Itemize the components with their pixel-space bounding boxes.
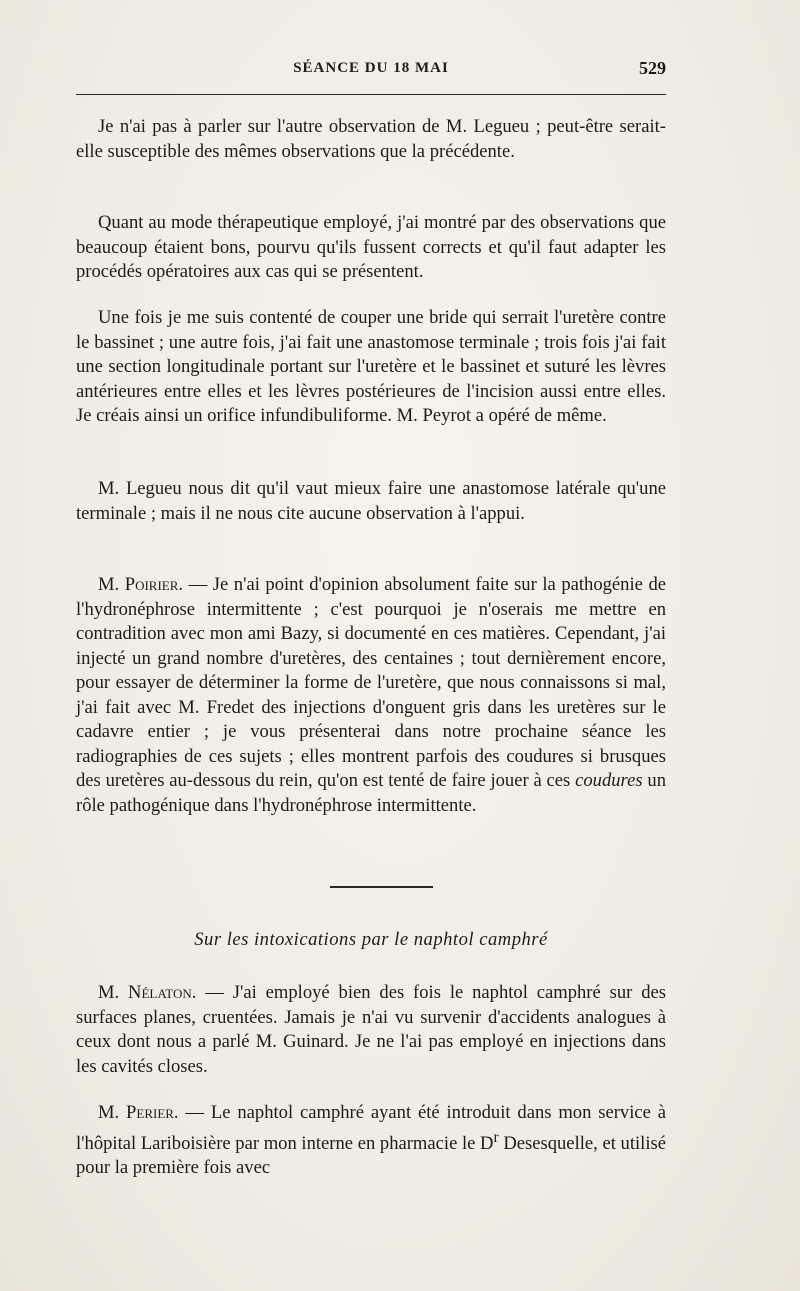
paragraph-poirier [76, 573, 666, 818]
section-divider [330, 886, 433, 888]
superscript: r [493, 1128, 499, 1146]
speech-text: — Le naphtol camphré ayant été introduit dans mon service à l'hôpital Lariboisière par mon interne en pharmacie le D [76, 1102, 667, 1154]
paragraph-text [76, 1101, 666, 1181]
paragraph-text [76, 573, 666, 818]
running-head [76, 60, 666, 77]
paragraph-text: Quant au mode thérapeutique employé, j'ai montré par des observations que beaucoup étaient bons, pourvu qu'ils fussent corrects et qu'il faut adapter les procédés opératoires aux cas qui se présentent. [76, 212, 666, 282]
header-rule [76, 94, 666, 95]
paragraph-text: M. Legueu nous dit qu'il vaut mieux faire une anastomose latérale qu'une terminale ; mais il ne nous cite aucune observation à l'appui. [76, 478, 666, 524]
speech-text: — Je n'ai point d'opinion absolument faite sur la pathogénie de l'hydronéphrose intermittente ; c'est pourquoi je n'oserais me mettre en contradition avec mon ami Bazy, si documenté en ces matières. Cependant, j'ai injecté un grand nombre d'uretères, des centaines ; tout dernièrement encore, pour essayer de déterminer la forme de l'uretère, que nous connaissons si mal, j'ai fait avec M. Fredet des injections d'onguent gris dans les uretères sur le cadavre entier ; je vous présenterai dans notre prochaine séance les radiographies de ces sujets ; elles montrent parfois des coudures si brusques des uretères au-dessous du rein, qu'on est tenté de faire jouer à ces [76, 574, 666, 791]
section-title: Sur les intoxications par le naphtol camphré [194, 929, 548, 950]
speech-text: — J'ai employé bien des fois le naphtol camphré sur des surfaces planes, cruentées. Jamais je n'ai vu survenir d'accidents analogues à ceux dont nous a parlé M. Guinard. Je ne l'ai pas employé en injections dans les cavités closes. [76, 982, 666, 1077]
page-header [76, 58, 666, 84]
paragraph-text: Je n'ai pas à parler sur l'autre observation de M. Legueu ; peut-être serait-elle susceptible des mêmes observations que la précédente. [76, 116, 666, 162]
paragraph-text [76, 981, 666, 1079]
speech-text-end: Desesquelle, et utilisé pour la première fois avec [76, 1132, 666, 1179]
speaker-name: M. Perier. [98, 1102, 179, 1123]
paragraph-text: Une fois je me suis contenté de couper une bride qui serrait l'uretère contre le bassinet ; une autre fois, j'ai fait une anastomose terminale ; trois fois j'ai fait une section longitudinale portant sur l'uretère et le bassinet et suturé les lèvres antérieures entre elles et les lèvres postérieures de l'incision aussi entre elles. Je créais ainsi un orifice infundibuliforme. M. Peyrot a opéré de même. [76, 307, 666, 426]
emphasis-text: coudures [575, 770, 643, 791]
paragraph-anastomosis [76, 477, 666, 526]
paragraph-legueu-observation [76, 115, 666, 164]
paragraph-therapeutic-mode [76, 211, 666, 285]
page-number: 529 [639, 58, 666, 78]
running-head-month: MAI [410, 60, 449, 76]
paragraph-operations [76, 306, 666, 429]
speaker-name: M. Nélaton. [98, 982, 197, 1003]
paragraph-perier [76, 1101, 666, 1181]
speaker-name: M. Poirier. [98, 574, 184, 595]
paragraph-nelaton [76, 981, 666, 1079]
speech-text-end: un rôle pathogénique dans l'hydronéphrose intermittente. [76, 770, 666, 816]
running-head-day: 18 [393, 60, 411, 76]
running-head-prefix: SÉANCE DU [293, 60, 394, 76]
